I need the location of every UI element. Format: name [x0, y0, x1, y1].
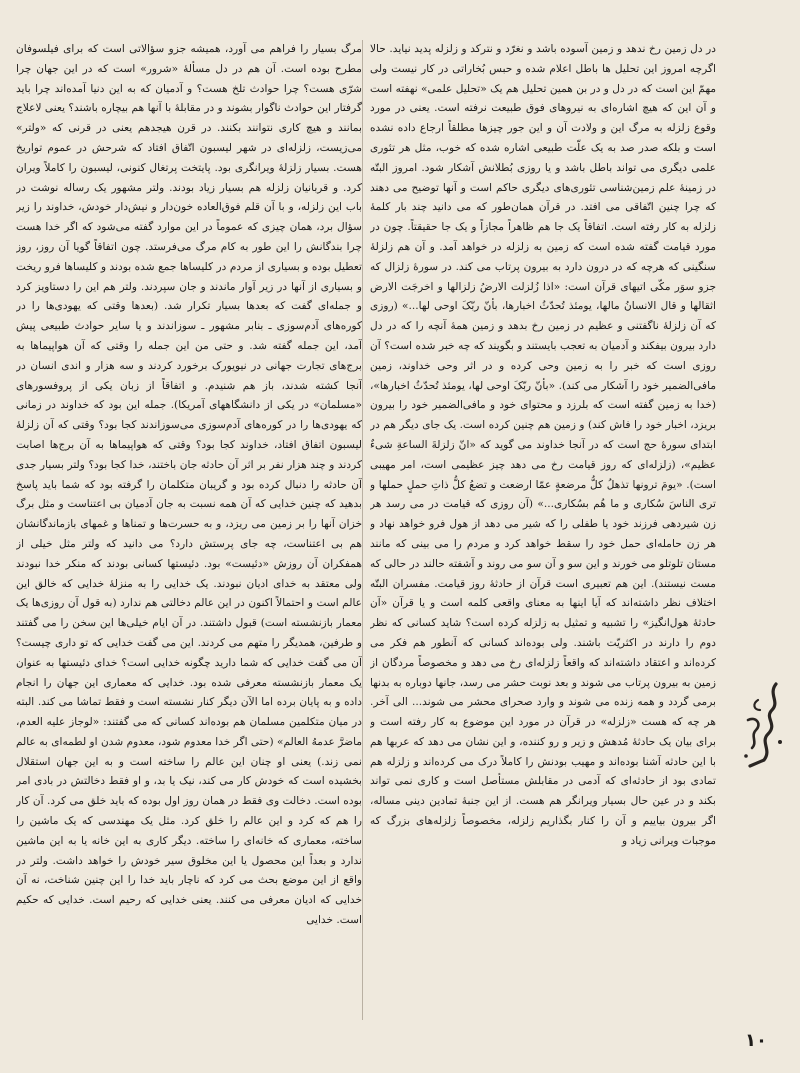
text-column-right	[370, 40, 716, 1020]
calligraphy-logo-icon	[738, 680, 788, 770]
column-divider	[362, 40, 363, 1020]
column-left-text: مرگ بسیار را فراهم می آورد، همیشه جزو سؤالاتی است که برای فیلسوفان مطرح بوده است. آن هم در دل مسألهٔ «شرور» است که در این جهان چرا شرّی هست؟ چرا حوادث تلخ هست؟ و آدمیان که به این دنیا آمده‌اند چرا باید گرفتار این حوادث ناگوار بشوند و در مقابلهٔ با آنها هم بیچاره باشند؟ یعنی لاعلاج بمانند و هیچ کاری نتوانند بکنند. در قرن هیجدهم یعنی در قرنی که «ولتر» می‌زیست، زلزله‌ای در شهر لیسبون اتّفاق افتاد که شرحش در عموم تواریخ هست. بسیار زلزلهٔ ویرانگری بود. پایتخت پرتغال کنونی، لیسبون را کاملاً ویران کرد. و قربانیان زلزله هم بسیار زیاد بودند. ولتر مشهور یک رساله نوشت در باب این زلزله، و با آن قلم فوق‌العاده خون‌دار و نیش‌دار خودش، خداوند را زیر سؤال برد، همان چیزی که عموماً در این موارد گفته می‌شود که اگر خدا هست چرا بندگانش را این طور به کام مرگ می‌فرستد. چون اتفاقاً گویا آن روز، روز تعطیل بوده و بسیاری از مردم در کلیساها جمع شده بودند و کلیساها فرو ریخت و بسیاری از آنها در زیر آوار ماندند و جان سپردند. ولتر هم این را دستاویز کرد و جمله‌ای گفت که بعدها بسیار تکرار شد. (بعدها وقتی که یهودی‌ها را در کوره‌های آدم‌سوزی ـ بنابر مشهور ـ سوزاندند و یا سایر حوادث طبیعی پیش آمد، این جمله گفته شد. و حتی من این جمله را وقتی که آن هواپیماها به برج‌های تجارت جهانی در نیویورک برخورد کردند و سه هزار و اندی انسان در آنجا کشته شدند، باز هم شنیدم. و اتفاقاً از زبان یکی از پروفسورهای «مسلمان» در یکی از دانشگاههای آمریکا). جمله این بود که خداوند در زمانی که یهودی‌ها را در کوره‌های آدم‌سوزی می‌سوزاندند کجا بود؟ وقتی که آن زلزلهٔ لیسبون اتفاق افتاد، خداوند کجا بود؟ وقتی که هواپیماها به آن برج‌ها اصابت کردند و چند هزار نفر بر اثر آن حادثه جان باختند، خدا کجا بود؟ ولتر بسیار جدی آن حادثه را دنبال کرده بود و گریبان متکلمان را گرفته بود که شما باید پاسخ بدهید که چنین خدایی که آن همه نسبت به جان آدمیان بی اعتناست و مثل برگ خزان آنها را بر زمین می ریزد، و به حسرت‌ها و تمناها و غمهای بازماندگانشان هم بی اعتناست، چه جای پرستش دارد؟ می دانید که ولتر مثل خیلی از همفکران آن روزش «دئیست» بود. دئیستها کسانی بودند که منکر خدا نبودند ولی معتقد به خدای ادیان نبودند. یک خدایی را به منزلهٔ خدایی که خالق این عالم است و احتمالاً اکنون در این عالم دخالتی هم ندارد (به قول آن روزی‌ها یک معمار بازنشسته است) قبول داشتند. در آن ایام خیلی‌ها این سخن را می گفتند و طرفین، همدیگر را متهم می کردند. این می گفت خدایی که تو داری چیست؟ آن می گفت خدایی که شما دارید چگونه خدایی است؟ خدای دئیستها به عنوان یک معمار بازنشسته معرفی شده بود. خدایی که معماری این جهان را انجام داده و به پایان برده اما الآن دیگر کنار نشسته است و فقط تماشا می کند. البته در میان متکلمین مسلمان هم بوده‌اند کسانی که می گفتند: «لوجاز علیه العدم، ماضرَّ عدمهُ العالم» (حتی اگر خدا معدوم شود، معدوم شدن او لطمه‌ای به عالم نمی زند.) یعنی او چنان این عالم را ساخته است و به این جهان استقلال بخشیده است که خودش کار می کند، نیک یا بد، و او فقط دخالتش در بادی امر بوده است. دخالت وی فقط در همان روز اول بوده که باید خلق می کرد. آن کار را هم که کرد و این عالم را خلق کرد. مثل یک مهندسی که یک ماشین را ساخته، معماری که خانه‌ای را ساخته. دیگر کاری به این خانه یا به این ماشین ندارد و بعداً این محصول یا این مخلوق سیر خودش را خواهد داشت. ولتر در واقع از این موضع بحث می کرد که ناچار باید خدا را این چنین شناخت، نه آن خدایی که ادیان معرفی می کنند. یعنی خدایی که رحیم است. خدایی که حکیم است. خدایی	[16, 43, 362, 927]
page-number: ۱۰	[745, 1030, 767, 1051]
text-column-left	[16, 40, 362, 1020]
magazine-logo	[738, 680, 788, 770]
column-right-text: در دل زمین رخ ندهد و زمین آسوده باشد و نغرّد و نترکد و زلزله پدید نیاید. حالا اگرچه امروز این تحلیل ها باطل اعلام شده و حبس بُخاراتی در کار نیست ولی مهمّ این است که در دل و در بن همین تحلیل هم یک «تحلیل علمی» نهفته است و آن این که هیچ اشاره‌ای به نیروهای فوق طبیعت نرفته است. یعنی در مورد وقوع زلزله به مرگ این و ولادت آن و این جور چیزها مطلقاً ارجاع داده نشده است و بلکه صدر صد به یک علّت طبیعی اشاره شده که خوب، مثل هر تئوری علمی دیگری می تواند باطل باشد و یا روزی بُطلانش آشکار شود. امروز البتّه در زمینهٔ علم زمین‌شناسی تئوری‌های دیگری حاکم است و آنها توضیح می دهند که چرا چنین اتّفاقی می افتد. در قرآن همان‌طور که می دانید چند بار کلمهٔ زلزله به کار رفته است. اتفاقاً یک جا هم ظاهراً مجازاً و یک جا حقیقتاً. چون در مورد قیامت گفته شده است که زمین به زلزله در خواهد آمد. و آن هم زلزلهٔ سنگینی که هرچه که در درون دارد به بیرون پرتاب می کند. در سورهٔ زلزال که جزو سوَر مکّی اتیهای قرآن است: «اذا زُلزلت الارضُ زلزالها و اخرجَت الارض اثقالها و قال الانسانُ مالها، یومئذ تُحدّثُ اخبارها، بأنّ ربّکَ اوحی لها...» (روزی که آن زلزلهٔ ناگفتنی و عظیم در زمین رخ بدهد و زمین همهٔ آنچه را که در دل دارد بیرون بیفکند و آدمیان به تعجب بایستند و بگویند که چه خبر شده است؟ آن روزی است که خبر را به زمین وحی کرده و در اثر وحی خداوند، زمین مافی‌الضمیر خود را آشکار می کند). «بأنّ ربّکَ اوحی لها، یومئذ تُحدّثُ اخبارها»، (خدا به زمین گفته است که بلرزد و محتوای خود و مافی‌الضمیر خود را بیرون بریزد، اخبار خود را فاش کند) و زمین هم چنین کرده است. یک جای دیگر هم در ابتدای سورهٔ حج است که در آنجا خداوند می گوید که «انّ زلزلةَ الساعةِ شیءٌ عظیم»، (زلزله‌ای که روز قیامت رخ می دهد چیز عظیمی است، امر مهیبی است). «یومَ ترونها تذهلُ کلُّ مرضعةٍ عمّا ارضعت و تضعُ کلُّ ذاتِ حملٍ حملها و تری الناسَ سُکاری و ما هُم بسُکاری...» (آن روزی که قیامت در می رسد هر زن شیردهی فرزند خود یا طفلی را که شیر می دهد از هول فرو خواهد نهاد و هر زن حامله‌ای حمل خود را سقط خواهد کرد و مردم را می بینی که مانند مستان تلوتلو می خورند و این سو و آن سو می روند و آشفته حالند در حالی که مست نیستند). این هم تعبیری است قرآن از حادثهٔ روز قیامت. مفسران البتّه اختلاف نظر داشته‌اند که آیا اینها به معنای واقعی کلمه است و یا قرآن «آن حادثهٔ هول‌انگیز» را تشبیه و تمثیل به زلزله کرده است؟ شاید کسانی که نظر دوم را دارند در اکثریّت باشند. ولی بوده‌اند کسانی که آنطور هم فکر می کرده‌اند و اعتقاد داشته‌اند که واقعاً زلزله‌ای رخ می دهد و مخصوصاً مردگان از زمین به بیرون پرتاب می شوند و بعد نوبت حشر می رسد، جانها دوباره به بدنها برمی گردد و همه زنده می شوند و وارد صحرای محشر می شوند... الی آخر. هر چه که هست «زلزله» در قرآن در مورد این موضوع به کار رفته است و برای بیان یک حادثهٔ مُدهش و زیر و رو کننده، و این نشان می دهد که عربها هم با این حادثه آشنا بوده‌اند و مهیب بودنش را کاملاً درک می کرده‌اند و زلزله هم تمادی بود از حادثه‌ای که آدمی در مقابلش مستأصل است و کاری نمی تواند بکند و در عین حال بسیار ویرانگر هم هست. از این جنبهٔ تمادین دینی مساله، اگر بیرون بیاییم و آن را کنار بگذاریم زلزله، مخصوصاً زلزله‌های بزرگ که موجبات ویرانی زیاد و	[370, 43, 716, 847]
